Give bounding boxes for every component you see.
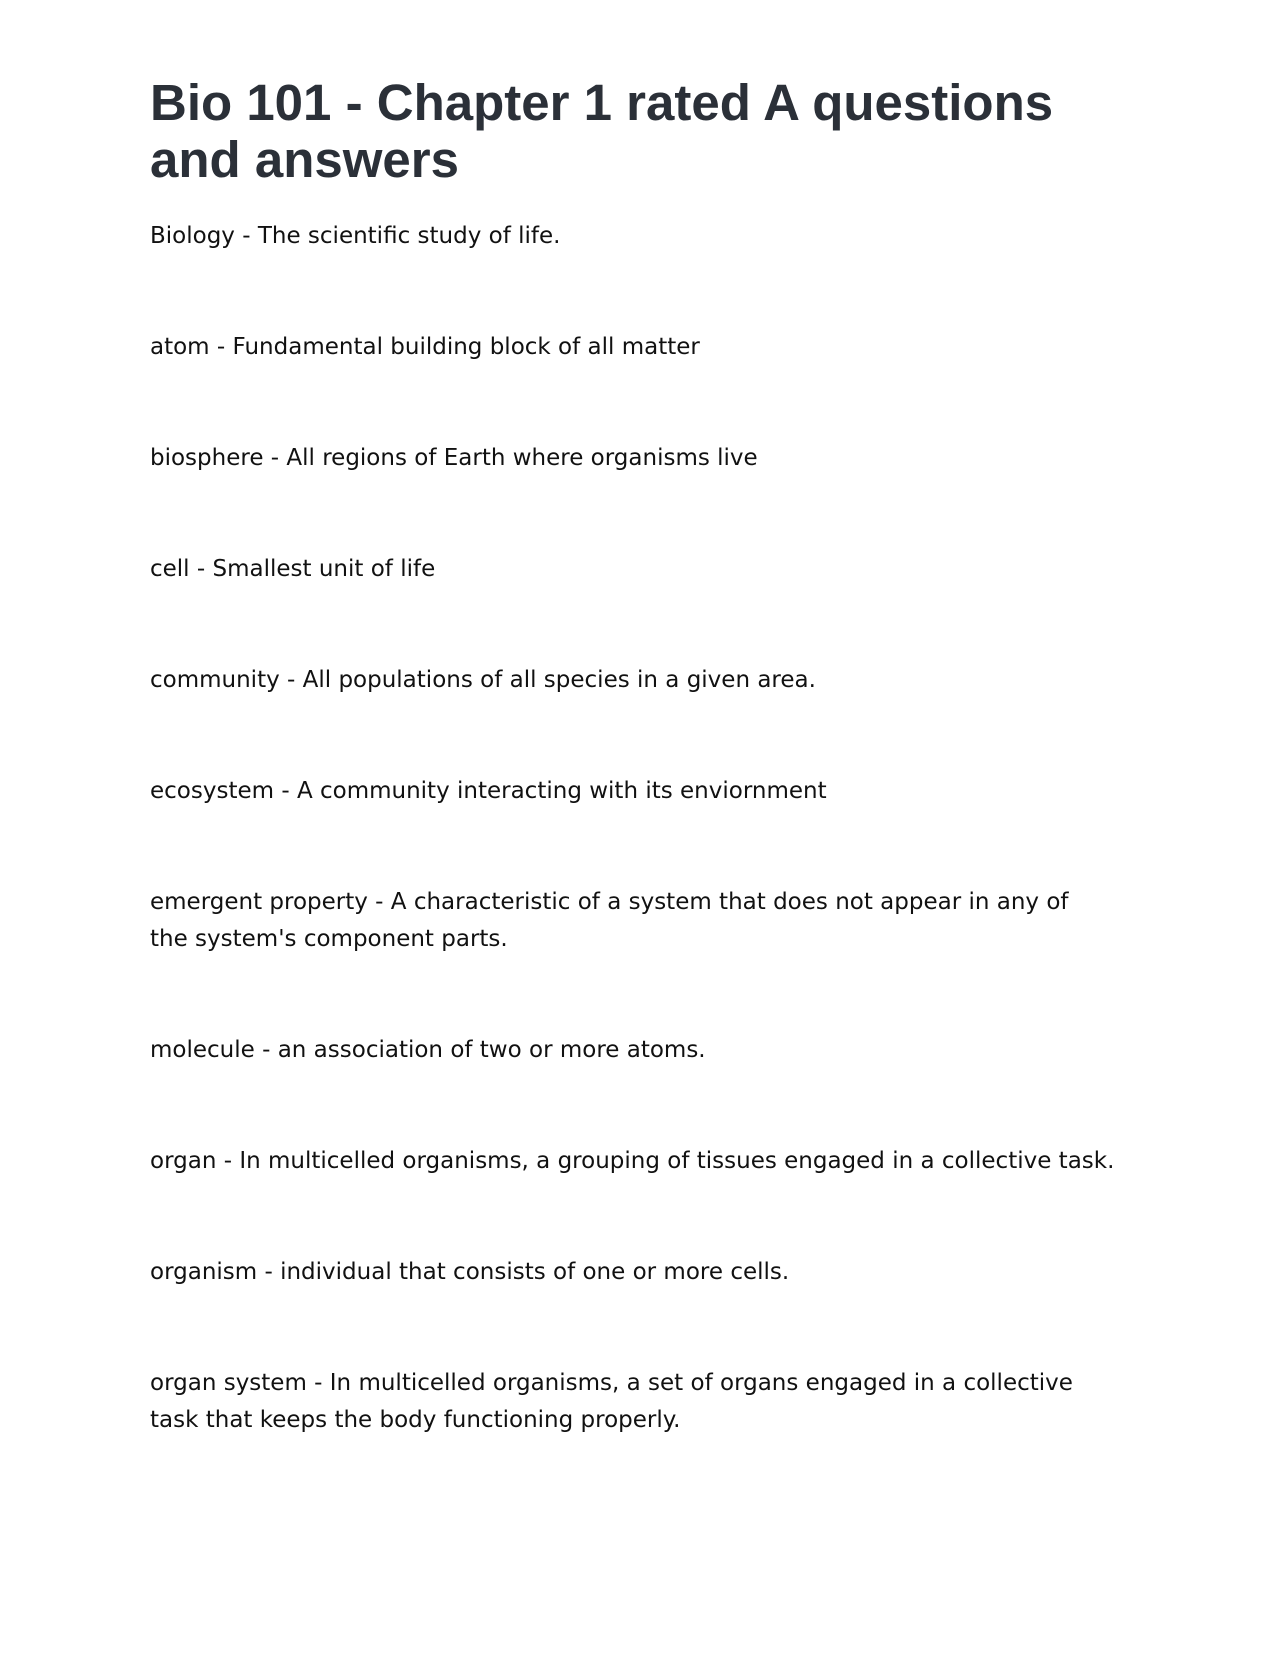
term-entry-community: community - All populations of all species in a given area. <box>150 667 816 693</box>
term-entry-emergent-property: emergent property - A characteristic of a system that does not appear in any of the system's component parts. <box>150 889 1069 952</box>
term-entry-cell: cell - Smallest unit of life <box>150 556 436 582</box>
term-entry-molecule: molecule - an association of two or more atoms. <box>150 1037 706 1063</box>
term-entry-ecosystem: ecosystem - A community interacting with its enviornment <box>150 778 827 804</box>
term-entry-biosphere: biosphere - All regions of Earth where organisms live <box>150 445 758 471</box>
term-entry-organism: organism - individual that consists of one or more cells. <box>150 1259 790 1285</box>
document-title: Bio 101 - Chapter 1 rated A questions and answers <box>150 74 1054 188</box>
term-entry-organ-system: organ system - In multicelled organisms, a set of organs engaged in a collective task that keeps the body functioning properly. <box>150 1370 1073 1433</box>
term-entry-atom: atom - Fundamental building block of all matter <box>150 334 700 360</box>
term-entry-biology: Biology - The scientific study of life. <box>150 223 561 249</box>
term-list <box>150 218 1150 1513</box>
term-entry-organ: organ - In multicelled organisms, a grouping of tissues engaged in a collective task. <box>150 1148 1115 1174</box>
